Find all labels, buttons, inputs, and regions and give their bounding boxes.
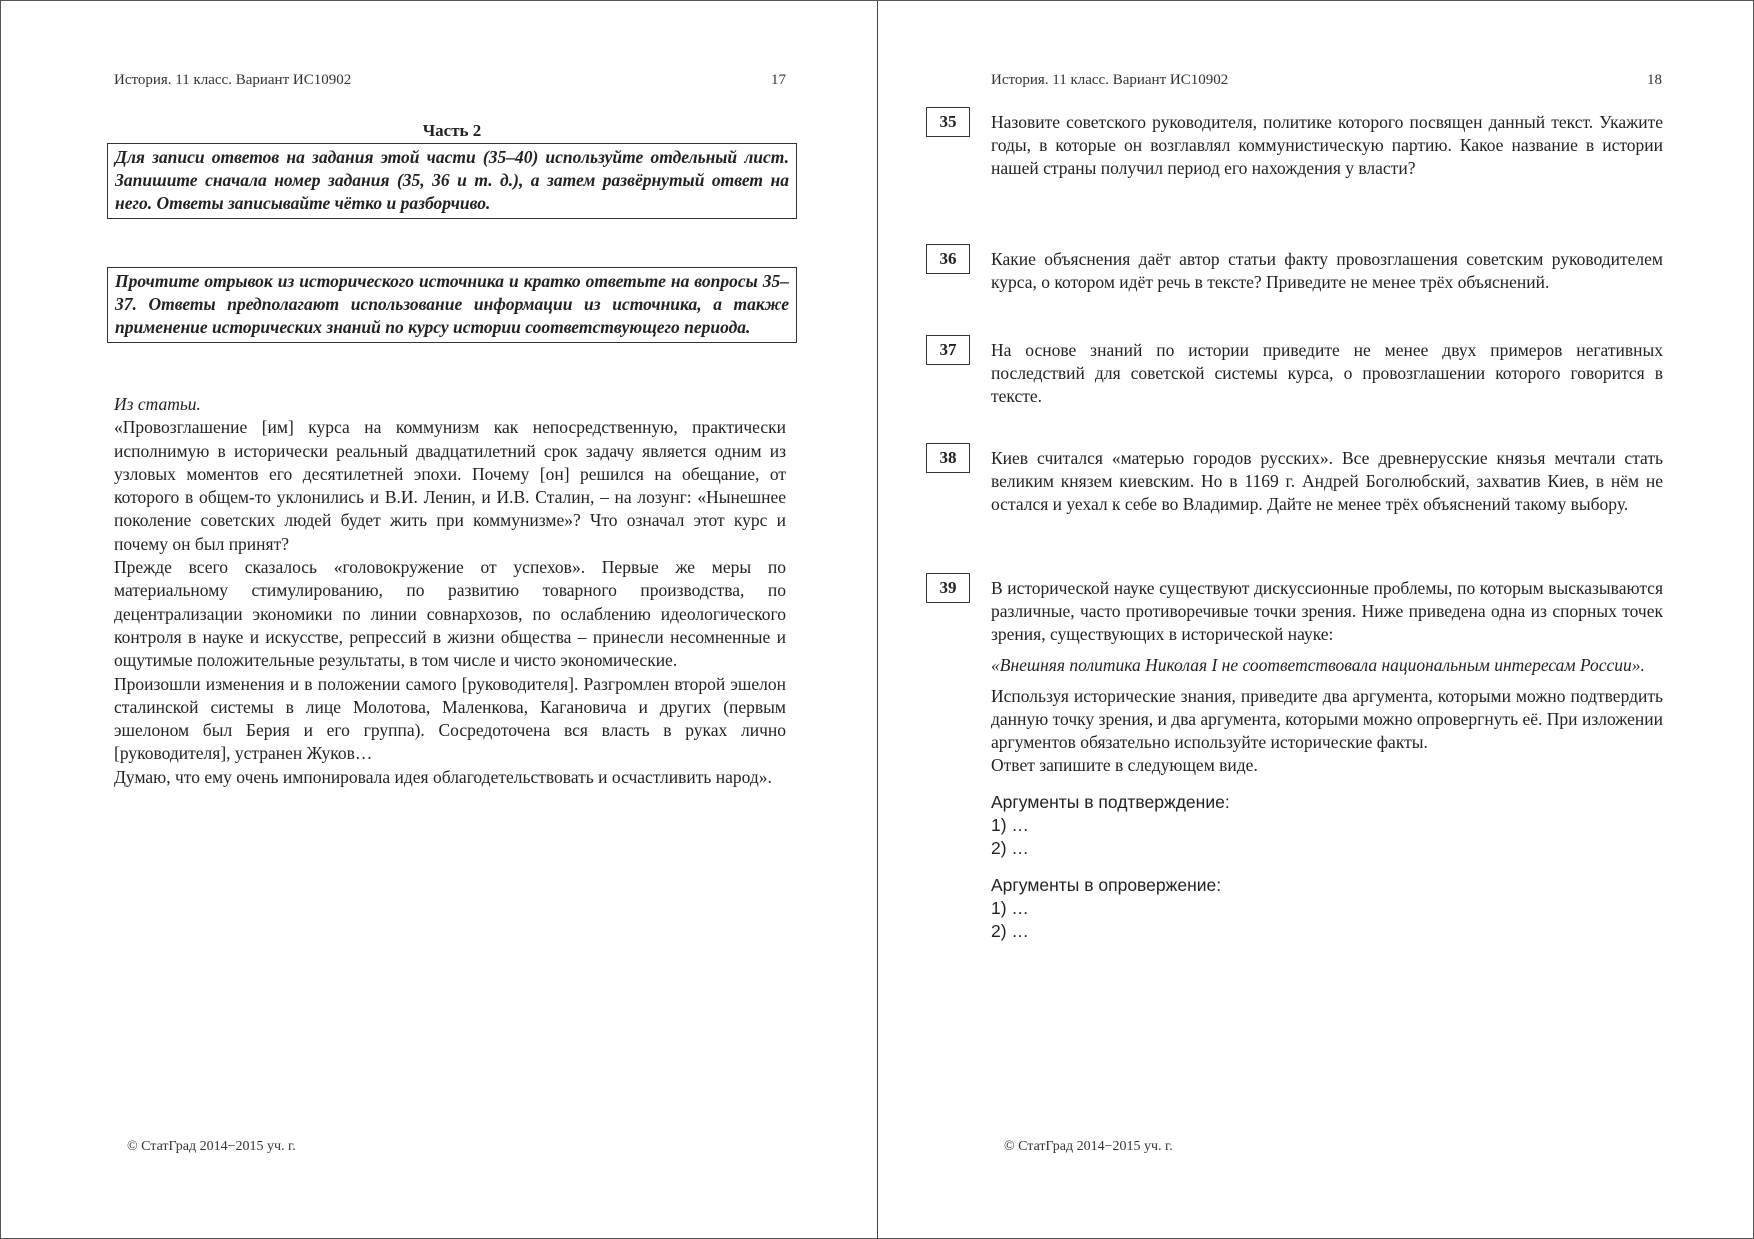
left-page-number: 17	[771, 72, 786, 88]
task-number-36: 36	[926, 244, 970, 274]
source-title: Из статьи.	[114, 394, 201, 414]
left-page-header: История. 11 класс. Вариант ИС10902	[114, 72, 352, 88]
task-text-38	[991, 447, 1663, 516]
source-paragraph: «Провозглашение [им] курса на коммунизм как непосредственную, практически исполнимую в исторически реальный двадцатилетний срок задачу является одним из узловых моментов его десятилетней эпохи. Почему [он] решился на обещание, от которого в общем-то уклонились и В.И. Ленин, и И.В. Сталин, – на лозунг: «Нынешнее поколение советских людей будет жить при коммунизме»? Что означал этот курс и почему он был принят?	[114, 417, 786, 554]
part-title: Часть 2	[422, 121, 482, 140]
refute-arguments-heading: Аргументы в опровержение:	[991, 875, 1222, 895]
task-number-35: 35	[926, 107, 970, 137]
confirm-arguments-heading: Аргументы в подтверждение:	[991, 792, 1230, 812]
page-divider	[877, 1, 878, 1238]
task-39-quote: «Внешняя политика Николая I не соответствовала национальным интересам России».	[991, 655, 1645, 675]
instruction-box-source	[107, 267, 797, 343]
right-page-footer: © СтатГрад 2014−2015 уч. г.	[1004, 1139, 1173, 1154]
instruction-source-text: Прочтите отрывок из исторического источника и кратко ответьте на вопросы 35–37. Ответы предполагают использование информации из источника, а также применение исторических знаний по курсу истории соответствующего периода.	[115, 271, 789, 337]
instruction-box-answers	[107, 143, 797, 219]
source-paragraph: Произошли изменения и в положении самого [руководителя]. Разгромлен второй эшелон сталинской системы в лице Молотова, Маленкова, Кагановича и других (первым эшелоном был Берия и его группа). Сосредоточена вся власть в руках лично [руководителя], устранен Жуков…	[114, 673, 786, 764]
left-page-footer: © СтатГрад 2014−2015 уч. г.	[127, 1139, 296, 1154]
task-number-39: 39	[926, 573, 970, 603]
task-39-question: В исторической науке существуют дискуссионные проблемы, по которым высказываются различные, часто противоречивые точки зрения. Ниже приведена одна из спорных точек зрения, существующих в исторической науке:	[991, 578, 1663, 644]
task-37-question: На основе знаний по истории приведите не менее двух примеров негативных последствий для советской системы курса, о провозглашении которого говорится в тексте.	[991, 340, 1663, 406]
task-text-37	[991, 339, 1663, 408]
task-number-37: 37	[926, 335, 970, 365]
right-page-number: 18	[1647, 72, 1662, 88]
source-paragraph: Думаю, что ему очень импонировала идея облагодетельствовать и осчастливить народ».	[114, 766, 772, 787]
task-text-39	[991, 577, 1663, 943]
task-number-38: 38	[926, 443, 970, 473]
task-38-question: Киев считался «матерью городов русских». Все древнерусские князья мечтали стать великим князем киевским. Но в 1169 г. Андрей Боголюбский, захватив Киев, в нём не остался и уехал к себе во Владимир. Дайте не менее трёх объяснений такому выбору.	[991, 448, 1663, 514]
instruction-answers-text: Для записи ответов на задания этой части (35–40) используйте отдельный лист. Запишите сначала номер задания (35, 36 и т. д.), а затем развёрнутый ответ на него. Ответы записывайте чётко и разборчиво.	[115, 147, 789, 213]
right-page-header: История. 11 класс. Вариант ИС10902	[991, 72, 1229, 88]
task-39-answer-format: Ответ запишите в следующем виде.	[991, 755, 1258, 775]
confirm-argument-item: 2) …	[991, 838, 1029, 858]
task-35-question: Назовите советского руководителя, политике которого посвящен данный текст. Укажите годы, в которые он возглавлял коммунистическую партию. Какое название в истории нашей страны получил период его нахождения у власти?	[991, 112, 1663, 178]
task-text-35	[991, 111, 1663, 180]
source-excerpt	[114, 393, 786, 789]
refute-argument-item: 2) …	[991, 921, 1029, 941]
task-text-36	[991, 248, 1663, 294]
task-39-instruction: Используя исторические знания, приведите два аргумента, которыми можно подтвердить данную точку зрения, и два аргумента, которыми можно опровергнуть её. При изложении аргументов обязательно используйте исторические факты.	[991, 686, 1663, 752]
source-paragraph: Прежде всего сказалось «головокружение от успехов». Первые же меры по материальному стимулированию, по развитию товарного производства, по децентрализации экономики по линии совнархозов, по ослаблению идеологического контроля в науке и искусстве, репрессий в жизни общества – принесли несомненные и ощутимые положительные результаты, в том числе и чисто экономические.	[114, 557, 786, 671]
task-36-question: Какие объяснения даёт автор статьи факту провозглашения советским руководителем курса, о котором идёт речь в тексте? Приведите не менее трёх объяснений.	[991, 249, 1663, 292]
refute-argument-item: 1) …	[991, 898, 1029, 918]
confirm-argument-item: 1) …	[991, 815, 1029, 835]
